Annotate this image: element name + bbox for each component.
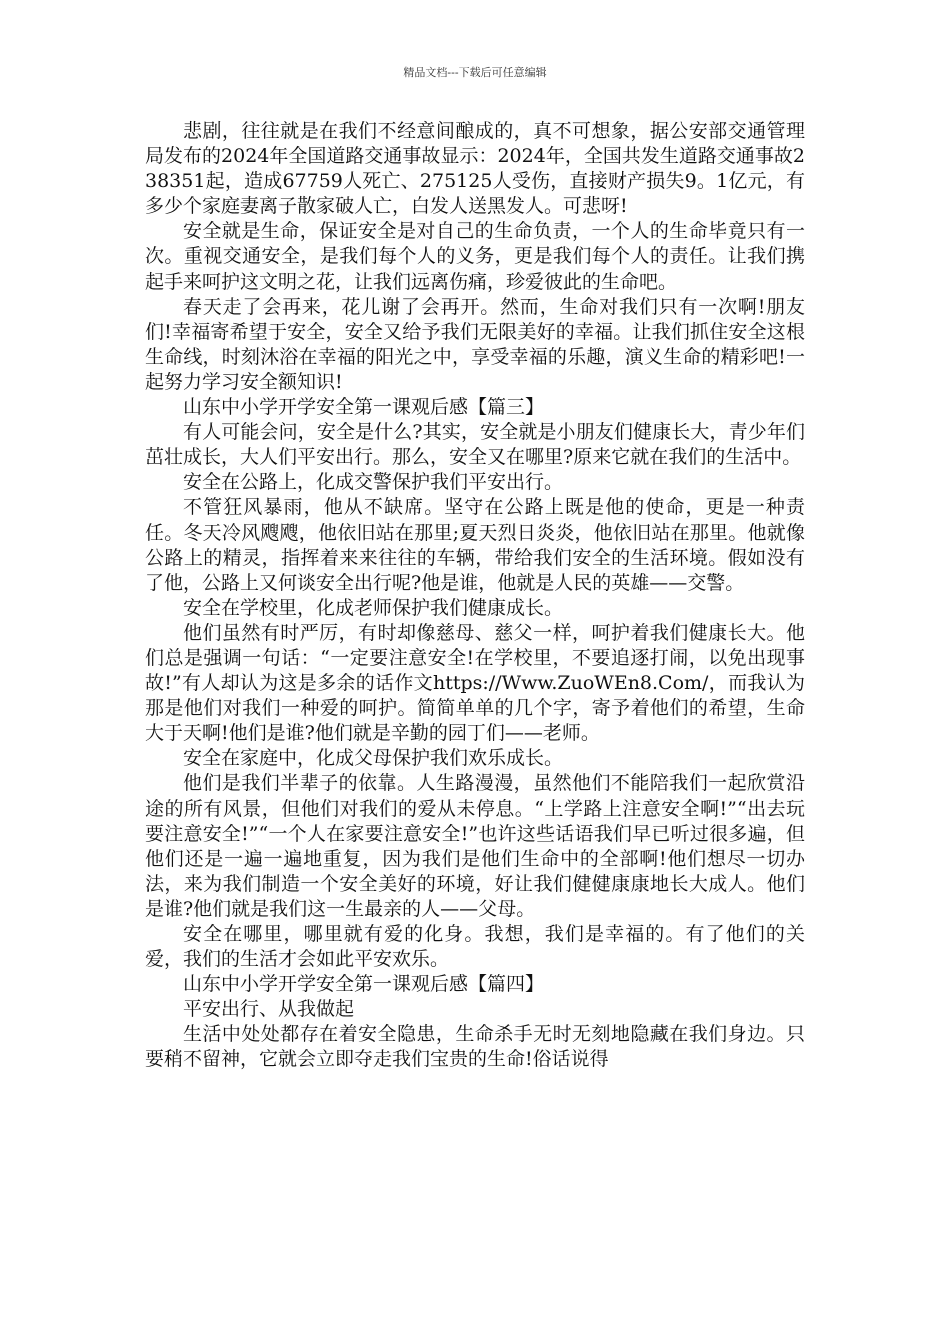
paragraph: 安全就是生命，保证安全是对自己的生命负责，一个人的生命毕竟只有一次。重视交通安全，是我们每个人的义务，更是我们每个人的责任。让我们携起手来呵护这文明之花，让我们远离伤痛，珍爱彼此的生命吧。 xyxy=(145,220,805,293)
paragraph: 有人可能会问，安全是什么?其实，安全就是小朋友们健康长大，青少年们茁壮成长，大人们平安出行。那么，安全又在哪里?原来它就在我们的生活中。 xyxy=(145,421,805,469)
paragraph: 平安出行、从我做起 xyxy=(183,998,355,1021)
paragraph: 安全在哪里，哪里就有爱的化身。我想，我们是幸福的。有了他们的关爱，我们的生活才会如此平安欢乐。 xyxy=(145,923,805,971)
document-body xyxy=(145,119,805,1073)
paragraph: 不管狂风暴雨，他从不缺席。坚守在公路上既是他的使命，更是一种责任。冬天冷风飕飕，他依旧站在那里;夏天烈日炎炎，他依旧站在那里。他就像公路上的精灵，指挥着来来往往的车辆，带给我们安全的生活环境。假如没有了他，公路上又何谈安全出行呢?他是谁，他就是人民的英雄——交警。 xyxy=(145,496,805,594)
paragraph: 他们虽然有时严厉，有时却像慈母、慈父一样，呵护着我们健康长大。他们总是强调一句话：“一定要注意安全!在学校里，不要追逐打闹，以免出现事故!”有人却认为这是多余的话作文https://Www.ZuoWEn8.Com/，而我认为那是他们对我们一种爱的呵护。简简单单的几个字，寄予着他们的希望，生命大于天啊!他们是谁?他们就是辛勤的园丁们——老师。 xyxy=(145,621,805,745)
paragraph: 悲剧，往往就是在我们不经意间酿成的，真不可想象，据公安部交通管理局发布的2024年全国道路交通事故显示：2024年，全国共发生道路交通事故238351起，造成67759人死亡、275125人受伤，直接财产损失9。1亿元，有多少个家庭妻离子散家破人亡，白发人送黑发人。可悲呀! xyxy=(145,120,805,218)
paragraph: 安全在学校里，化成老师保护我们健康成长。 xyxy=(183,596,564,619)
paragraph: 安全在家庭中，化成父母保护我们欢乐成长。 xyxy=(183,747,564,770)
paragraph: 他们是我们半辈子的依靠。人生路漫漫，虽然他们不能陪我们一起欣赏沿途的所有风景，但他们对我们的爱从未停息。“上学路上注意安全啊!”“出去玩要注意安全!”“一个人在家要注意安全!”也许这些话语我们早已听过很多遍，但他们还是一遍一遍地重复，因为我们是他们生命中的全部啊!他们想尽一切办法，来为我们制造一个安全美好的环境，好让我们健健康康地长大成人。他们是谁?他们就是我们这一生最亲的人——父母。 xyxy=(145,772,805,920)
page-header: 精品文档---下载后可任意编辑 xyxy=(403,66,547,79)
paragraph: 安全在公路上，化成交警保护我们平安出行。 xyxy=(183,471,564,494)
paragraph: 生活中处处都存在着安全隐患，生命杀手无时无刻地隐藏在我们身边。只要稍不留神，它就会立即夺走我们宝贵的生命!俗话说得 xyxy=(145,1023,805,1071)
section-heading: 山东中小学开学安全第一课观后感【篇三】 xyxy=(183,396,545,419)
paragraph: 春天走了会再来，花儿谢了会再开。然而，生命对我们只有一次啊!朋友们!幸福寄希望于安全，安全又给予我们无限美好的幸福。让我们抓住安全这根生命线，时刻沐浴在幸福的阳光之中，享受幸福的乐趣，演义生命的精彩吧!一起努力学习安全额知识! xyxy=(145,295,805,393)
section-heading: 山东中小学开学安全第一课观后感【篇四】 xyxy=(183,973,545,996)
